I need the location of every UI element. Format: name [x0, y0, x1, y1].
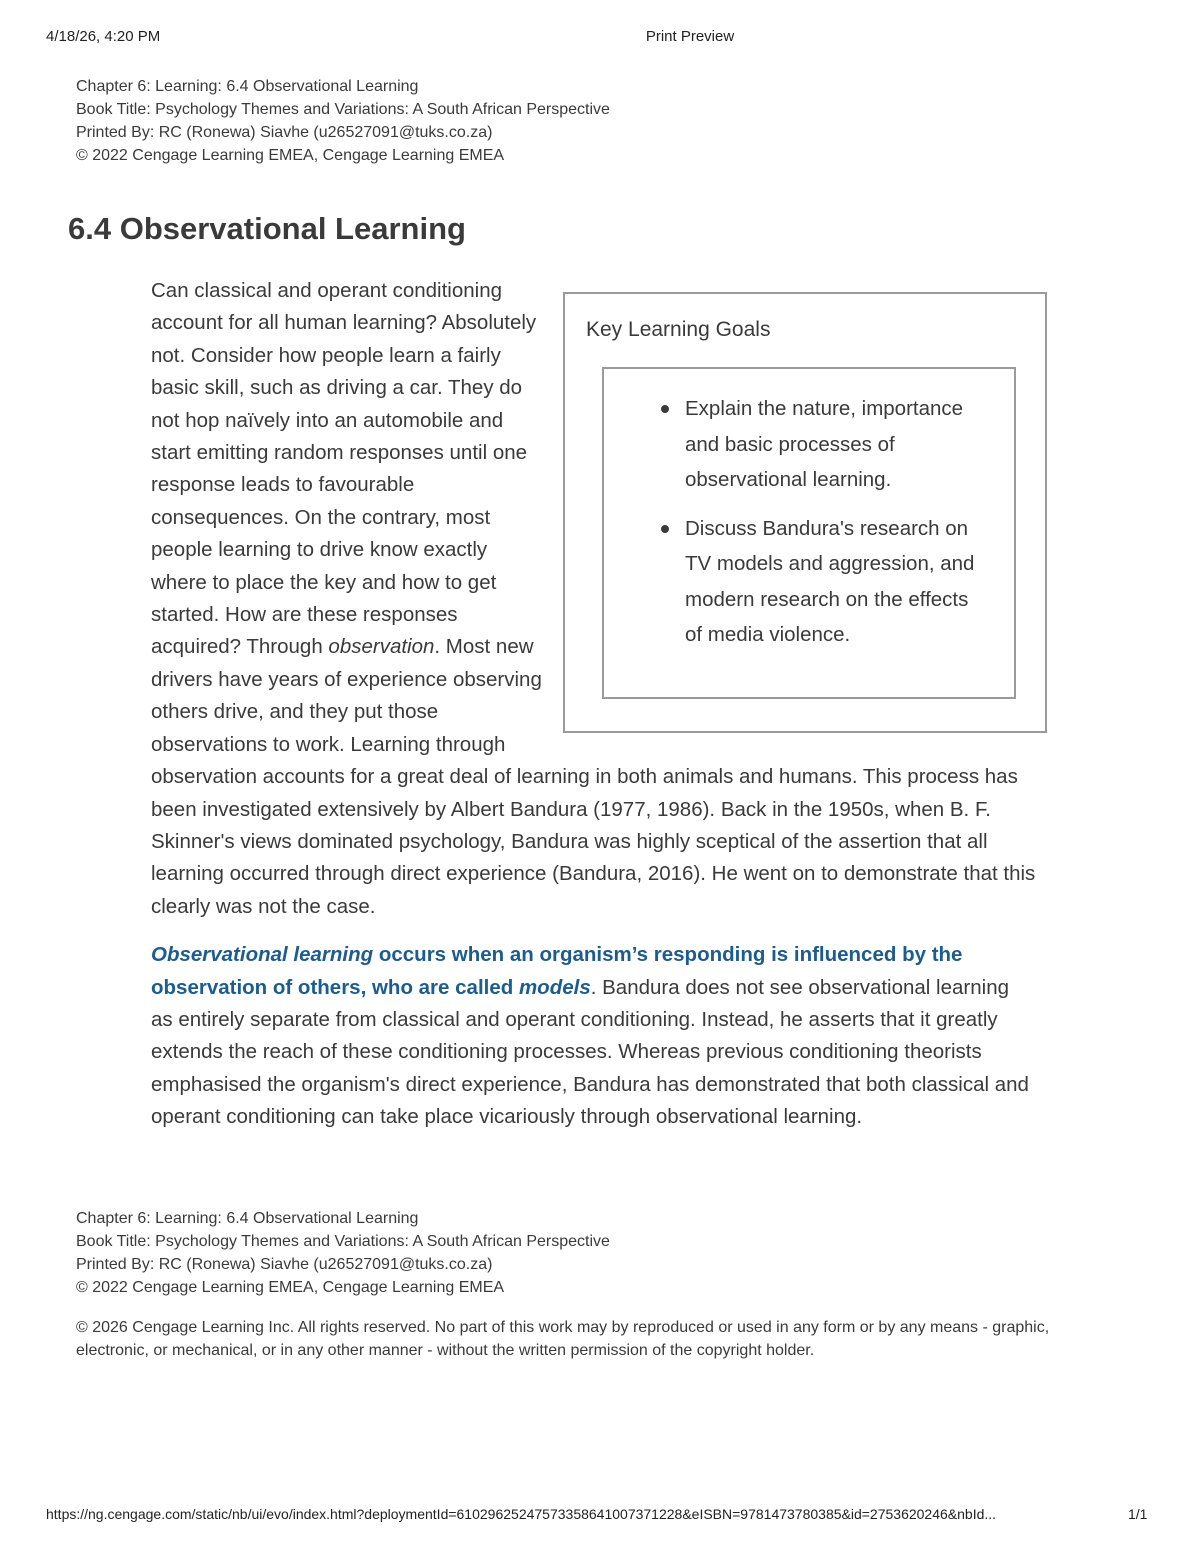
copyright-line: © 2022 Cengage Learning EMEA, Cengage Learning EMEA [76, 1279, 505, 1296]
print-header [0, 28, 1200, 50]
key-term: models [518, 975, 591, 999]
key-learning-goals-title: Key Learning Goals [586, 318, 771, 341]
key-term: Observational learning [151, 943, 374, 967]
book-title-line: Book Title: Psychology Themes and Variations: A South African Perspective [76, 1233, 610, 1250]
section-title: 6.4 Observational Learning [68, 211, 466, 246]
emphasis: observation [328, 635, 435, 659]
paragraph: Can classical and operant conditioning account for all human learning? Absolutely not. Consider how people learn a fairly basic skill, such as driving a car. They do not hop naïvely into an automobile and start emitting random responses until one response leads to favourable consequences. On the contrary, most people learning to drive know exactly where to place the key and how to get started. How are these responses acquired? Through observation. Most new drivers have years of experience observing others drive, and they put those observations to work. Learning through observation accounts for a great deal of learning in both animals and humans. This process has been investigated extensively by Albert Bandura (1977, 1986). Back in the 1950s, when B. F. Skinner's views dominated psychology, Bandura was highly sceptical of the assertion that all learning occurred through direct experience (Bandura, 2016). He went on to demonstrate that this clearly was not the case. [151, 279, 1036, 918]
article-body [151, 275, 1051, 1134]
printed-by-line: Printed By: RC (Ronewa) Siavhe (u26527091@tuks.co.za) [76, 1256, 493, 1273]
print-preview-title: Print Preview [645, 28, 735, 45]
citation-footer [76, 1207, 610, 1299]
definition-paragraph: Observational learning occurs when an organism’s responding is influenced by the observation of others, who are called models. Bandura does not see observational learning as entirely separate from classical and operant conditioning. Instead, he asserts that it greatly extends the reach of these conditioning processes. Whereas previous conditioning theorists emphasised the organism's direct experience, Bandura has demonstrated that both classical and operant conditioning can take place vicariously through observational learning. [151, 943, 1029, 1129]
book-title-line: Book Title: Psychology Themes and Variations: A South African Perspective [76, 101, 610, 118]
print-datetime: 4/18/26, 4:20 PM [46, 28, 161, 45]
rights-notice: © 2026 Cengage Learning Inc. All rights reserved. No part of this work may by reproduced or used in any form or by any means - graphic, electronic, or mechanical, or in any other manner - without the written permission of the copyright holder. [76, 1319, 1050, 1359]
chapter-line: Chapter 6: Learning: 6.4 Observational Learning [76, 78, 419, 95]
printed-by-line: Printed By: RC (Ronewa) Siavhe (u26527091@tuks.co.za) [76, 124, 493, 141]
goal-item: Discuss Bandura's research on TV models and aggression, and modern research on the effects of media violence. [648, 511, 978, 653]
copyright-line: © 2022 Cengage Learning EMEA, Cengage Learning EMEA [76, 147, 505, 164]
goal-item: Explain the nature, importance and basic processes of observational learning. [648, 391, 978, 498]
page-number: 1/1 [1128, 1506, 1148, 1522]
page-url: https://ng.cengage.com/static/nb/ui/evo/index.html?deploymentId=61029625247573358641007371228&eISBN=9781473780385&id=2753620246&nbId... [46, 1506, 997, 1522]
citation-header [76, 75, 610, 167]
chapter-line: Chapter 6: Learning: 6.4 Observational Learning [76, 1210, 419, 1227]
print-footer [0, 1506, 1200, 1528]
